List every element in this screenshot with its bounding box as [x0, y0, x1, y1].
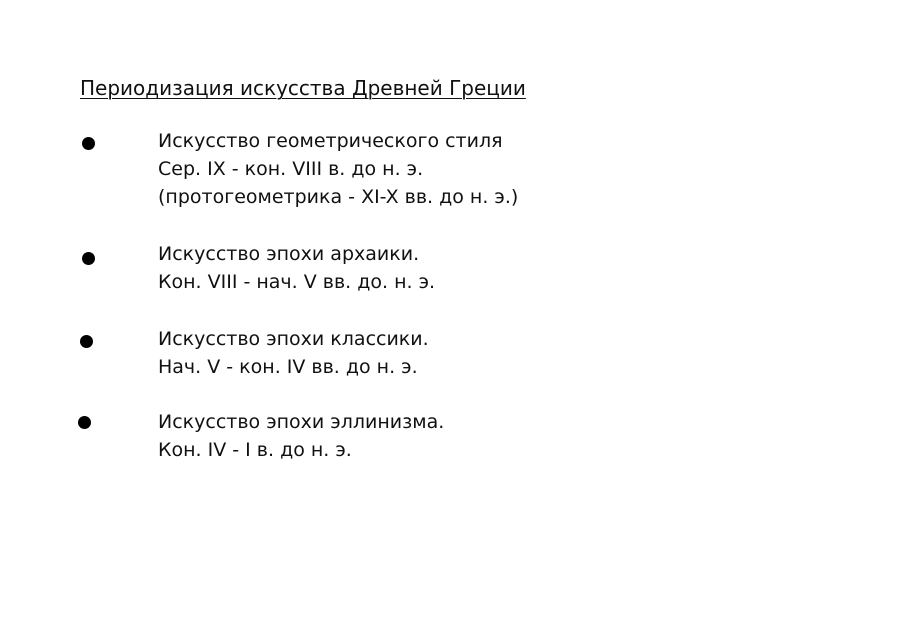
- page-title: Периодизация искусства Древней Греции: [80, 76, 526, 100]
- period-name: Искусство эпохи архаики.: [158, 243, 420, 265]
- period-name: Искусство эпохи классики.: [158, 328, 429, 350]
- period-dates: Нач. V - кон. IV вв. до н. э.: [158, 356, 418, 378]
- period-text: [158, 127, 518, 211]
- period-dates: Кон. VIII - нач. V вв. до. н. э.: [158, 271, 436, 293]
- bullet-icon: [80, 335, 93, 348]
- bullet-icon: [82, 137, 95, 150]
- period-text: [158, 325, 429, 381]
- period-note: (протогеометрика - XI-X вв. до н. э.): [158, 186, 519, 208]
- period-dates: Кон. IV - I в. до н. э.: [158, 439, 352, 461]
- period-text: [158, 240, 435, 296]
- bullet-icon: [82, 252, 95, 265]
- period-dates: Сер. IX - кон. VIII в. до н. э.: [158, 158, 424, 180]
- period-name: Искусство геометрического стиля: [158, 130, 503, 152]
- bullet-icon: [78, 416, 91, 429]
- period-name: Искусство эпохи эллинизма.: [158, 411, 445, 433]
- period-text: [158, 408, 444, 464]
